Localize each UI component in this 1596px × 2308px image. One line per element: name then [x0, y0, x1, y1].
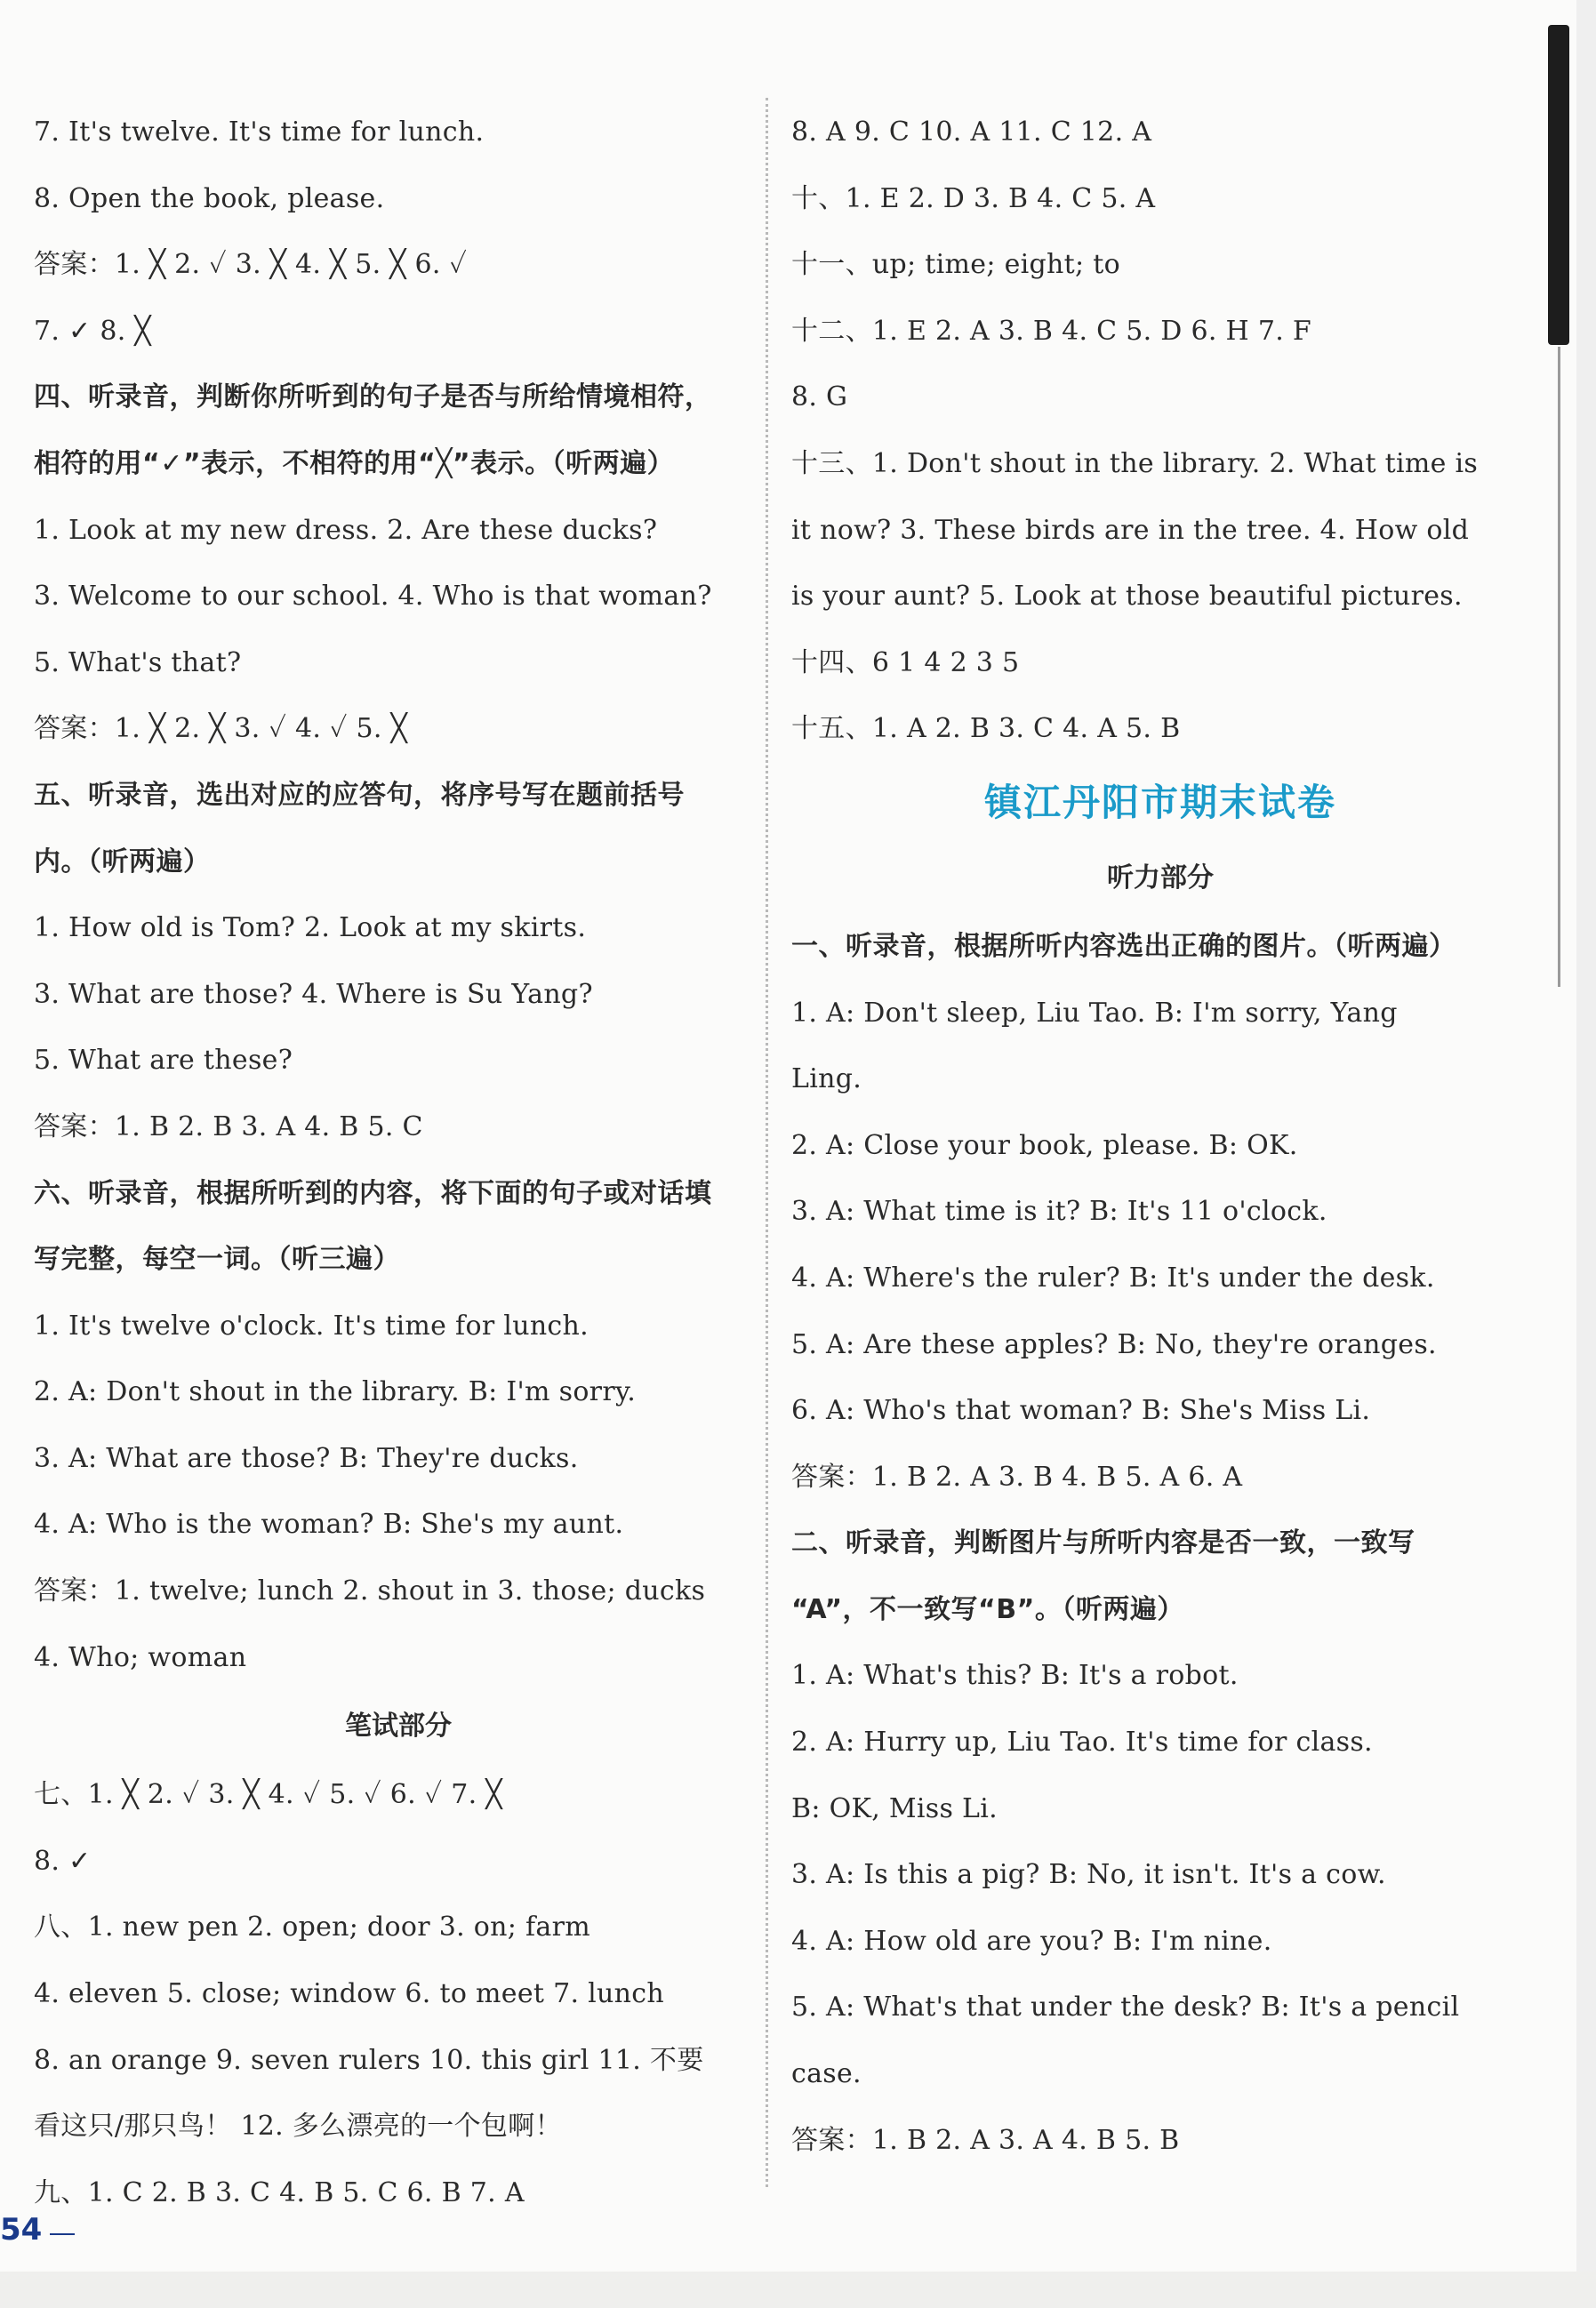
- answer-line: 7. ✓ 8. ╳: [34, 315, 151, 347]
- answer-line: 答案：1. twelve; lunch 2. shout in 3. those; ducks: [34, 1575, 706, 1607]
- page-number: 54: [0, 2212, 43, 2248]
- text-line: 8. Open the book, please.: [34, 182, 385, 214]
- text-line: 1. A: What's this? B: It's a robot.: [791, 1660, 1239, 1692]
- binding-line: [1558, 347, 1560, 987]
- page-bottom-margin: [0, 2272, 1596, 2308]
- text-line: 2. A: Don't shout in the library. B: I'm sorry.: [34, 1376, 637, 1408]
- left-column: [34, 100, 763, 2308]
- answer-line: 十、1. E 2. D 3. B 4. C 5. A: [791, 182, 1156, 214]
- text-line: 7. It's twelve. It's time for lunch.: [34, 116, 485, 148]
- text-line: B: OK, Miss Li.: [791, 1792, 998, 1824]
- answer-line: 十三、1. Don't shout in the library. 2. What time is: [791, 447, 1479, 479]
- text-line: 1. How old is Tom? 2. Look at my skirts.: [34, 912, 587, 944]
- text-line: 5. A: What's that under the desk? B: It's a pencil: [791, 1991, 1460, 2024]
- text-line: 3. A: What time is it? B: It's 11 o'clock.: [791, 1196, 1327, 1228]
- page-number-dash: [50, 2233, 75, 2235]
- text-line: 3. A: Is this a pig? B: No, it isn't. It's a cow.: [791, 1859, 1386, 1891]
- answer-line: 答案：1. B 2. A 3. B 4. B 5. A 6. A: [791, 1461, 1243, 1493]
- answer-line: 8. an orange 9. seven rulers 10. this girl 11. 不要: [34, 2044, 704, 2076]
- answer-line: 十二、1. E 2. A 3. B 4. C 5. D 6. H 7. F: [791, 315, 1312, 347]
- binding-mark: [1548, 25, 1569, 345]
- page-edge: [1576, 0, 1596, 2308]
- text-line: 3. A: What are those? B: They're ducks.: [34, 1442, 579, 1474]
- question-heading: 二、听录音，判断图片与所听内容是否一致，一致写: [791, 1527, 1416, 1559]
- answer-line: 4. Who; woman: [34, 1641, 247, 1673]
- question-heading: 内。（听两遍）: [34, 845, 211, 878]
- question-heading: “A”，不一致写“B”。（听两遍）: [791, 1593, 1184, 1625]
- text-line: 6. A: Who's that woman? B: She's Miss Li.: [791, 1395, 1371, 1427]
- answer-line: 看这只/那只鸟！ 12. 多么漂亮的一个包啊！: [34, 2111, 562, 2143]
- answer-line: it now? 3. These birds are in the tree. 4. How old: [791, 514, 1470, 546]
- question-heading: 六、听录音，根据所听到的内容，将下面的句子或对话填: [34, 1177, 712, 1209]
- answer-line: 答案：1. ╳ 2. ╳ 3. ✓ 4. ✓ 5. ╳: [34, 713, 407, 745]
- answer-line: is your aunt? 5. Look at those beautiful pictures.: [791, 581, 1463, 613]
- question-heading: 一、听录音，根据所听内容选出正确的图片。（听两遍）: [791, 930, 1456, 962]
- answer-line: 八、1. new pen 2. open; door 3. on; farm: [34, 1911, 590, 1943]
- answer-line: 8. G: [791, 381, 848, 413]
- question-heading: 写完整，每空一词。（听三遍）: [34, 1244, 400, 1276]
- text-line: 3. Welcome to our school. 4. Who is that woman?: [34, 581, 712, 613]
- right-column: [791, 100, 1529, 2308]
- question-heading: 五、听录音，选出对应的应答句，将序号写在题前括号: [34, 779, 685, 811]
- answer-line: 十五、1. A 2. B 3. C 4. A 5. B: [791, 713, 1181, 745]
- text-line: 4. A: How old are you? B: I'm nine.: [791, 1925, 1272, 1957]
- text-line: 5. What's that?: [34, 646, 242, 678]
- text-line: Ling.: [791, 1063, 862, 1095]
- section-subtitle: 笔试部分: [345, 1711, 452, 1743]
- section-subtitle: 听力部分: [1107, 861, 1214, 894]
- column-divider: [766, 98, 768, 2187]
- exam-title: 镇江丹阳市期末试卷: [983, 780, 1336, 824]
- question-heading: 四、听录音，判断你所听到的句子是否与所给情境相符，: [34, 381, 712, 413]
- text-line: 4. A: Who is the woman? B: She's my aunt.: [34, 1509, 624, 1541]
- answer-line: 答案：1. B 2. A 3. A 4. B 5. B: [791, 2124, 1180, 2156]
- answer-line: 十一、up; time; eight; to: [791, 249, 1120, 281]
- text-line: case.: [791, 2058, 862, 2090]
- answer-line: 4. eleven 5. close; window 6. to meet 7. lunch: [34, 1978, 664, 2010]
- answer-line: 七、1. ╳ 2. ✓ 3. ╳ 4. ✓ 5. ✓ 6. ✓ 7. ╳: [34, 1779, 502, 1811]
- answer-line: 答案：1. ╳ 2. ✓ 3. ╳ 4. ╳ 5. ╳ 6. ✓: [34, 249, 468, 281]
- answer-line: 十四、6 1 4 2 3 5: [791, 646, 1020, 678]
- answer-line: 答案：1. B 2. B 3. A 4. B 5. C: [34, 1110, 423, 1142]
- text-line: 1. It's twelve o'clock. It's time for lunch.: [34, 1310, 589, 1342]
- text-line: 4. A: Where's the ruler? B: It's under the desk.: [791, 1262, 1435, 1294]
- text-line: 1. Look at my new dress. 2. Are these ducks?: [34, 514, 658, 546]
- answer-line: 8. ✓: [34, 1845, 92, 1877]
- text-line: 2. A: Hurry up, Liu Tao. It's time for class.: [791, 1727, 1373, 1759]
- text-line: 2. A: Close your book, please. B: OK.: [791, 1129, 1298, 1161]
- text-line: 5. A: Are these apples? B: No, they're oranges.: [791, 1328, 1437, 1360]
- question-heading: 相符的用“✓”表示，不相符的用“╳”表示。（听两遍）: [34, 447, 675, 479]
- answer-line: 8. A 9. C 10. A 11. C 12. A: [791, 116, 1152, 148]
- answer-line: 九、1. C 2. B 3. C 4. B 5. C 6. B 7. A: [34, 2176, 525, 2208]
- text-line: 3. What are those? 4. Where is Su Yang?: [34, 978, 593, 1010]
- text-line: 1. A: Don't sleep, Liu Tao. B: I'm sorry, Yang: [791, 997, 1398, 1029]
- text-line: 5. What are these?: [34, 1045, 293, 1077]
